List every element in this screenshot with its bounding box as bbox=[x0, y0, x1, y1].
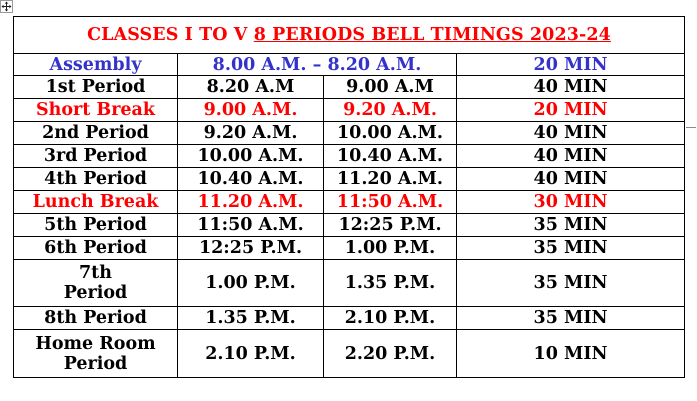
period-label: 3rd Period bbox=[14, 145, 178, 168]
period-duration: 35 MIN bbox=[457, 214, 685, 237]
title-underlined: 8 PERIODS BELL TIMINGS 2023-24 bbox=[253, 25, 611, 45]
period-duration: 40 MIN bbox=[457, 145, 685, 168]
period-end: 1.35 P.M. bbox=[324, 260, 457, 307]
period-duration: 20 MIN bbox=[457, 54, 685, 76]
table-title bbox=[14, 17, 685, 54]
period-label: 6th Period bbox=[14, 237, 178, 260]
period-start: 9.00 A.M. bbox=[178, 99, 324, 122]
period-duration: 40 MIN bbox=[457, 122, 685, 145]
period-duration: 10 MIN bbox=[457, 330, 685, 378]
period-label: Short Break bbox=[14, 99, 178, 122]
period-end: 11.20 A.M. bbox=[324, 168, 457, 191]
period-label: Assembly bbox=[14, 54, 178, 76]
period-start: 10.00 A.M. bbox=[178, 145, 324, 168]
period-duration: 40 MIN bbox=[457, 168, 685, 191]
period-end: 10.40 A.M. bbox=[324, 145, 457, 168]
period-end: 2.20 P.M. bbox=[324, 330, 457, 378]
period-end: 2.10 P.M. bbox=[324, 307, 457, 330]
period-end: 11:50 A.M. bbox=[324, 191, 457, 214]
table-row bbox=[14, 330, 685, 378]
title-prefix: CLASSES I TO V bbox=[87, 25, 254, 45]
period-end: 9.20 A.M. bbox=[324, 99, 457, 122]
period-end: 10.00 A.M. bbox=[324, 122, 457, 145]
table-move-handle[interactable] bbox=[0, 0, 13, 13]
table-row bbox=[14, 307, 685, 330]
period-start: 11.20 A.M. bbox=[178, 191, 324, 214]
table-row-lunch-break bbox=[14, 191, 685, 214]
period-time-range: 8.00 A.M. – 8.20 A.M. bbox=[178, 54, 457, 76]
table-row bbox=[14, 237, 685, 260]
period-end: 1.00 P.M. bbox=[324, 237, 457, 260]
period-label: Home Room Period bbox=[14, 330, 178, 378]
table-row bbox=[14, 214, 685, 237]
period-end: 12:25 P.M. bbox=[324, 214, 457, 237]
title-row bbox=[14, 17, 685, 54]
period-start: 8.20 A.M bbox=[178, 76, 324, 99]
four-way-move-icon bbox=[1, 1, 12, 12]
period-label: 4th Period bbox=[14, 168, 178, 191]
period-start: 1.00 P.M. bbox=[178, 260, 324, 307]
period-start: 10.40 A.M. bbox=[178, 168, 324, 191]
table-row bbox=[14, 168, 685, 191]
period-label: 7th Period bbox=[14, 260, 178, 307]
period-duration: 40 MIN bbox=[457, 76, 685, 99]
period-duration: 35 MIN bbox=[457, 307, 685, 330]
period-start: 11:50 A.M. bbox=[178, 214, 324, 237]
table-row-assembly bbox=[14, 54, 685, 76]
table-row bbox=[14, 260, 685, 307]
period-duration: 35 MIN bbox=[457, 260, 685, 307]
table-row-short-break bbox=[14, 99, 685, 122]
period-start: 1.35 P.M. bbox=[178, 307, 324, 330]
period-duration: 30 MIN bbox=[457, 191, 685, 214]
period-start: 12:25 P.M. bbox=[178, 237, 324, 260]
period-label: 2nd Period bbox=[14, 122, 178, 145]
period-label: 5th Period bbox=[14, 214, 178, 237]
period-duration: 35 MIN bbox=[457, 237, 685, 260]
period-start: 9.20 A.M. bbox=[178, 122, 324, 145]
period-label: Lunch Break bbox=[14, 191, 178, 214]
period-duration: 20 MIN bbox=[457, 99, 685, 122]
page-edge-mark bbox=[686, 127, 696, 128]
table-row bbox=[14, 76, 685, 99]
period-end: 9.00 A.M bbox=[324, 76, 457, 99]
period-label: 1st Period bbox=[14, 76, 178, 99]
period-label: 8th Period bbox=[14, 307, 178, 330]
period-start: 2.10 P.M. bbox=[178, 330, 324, 378]
table-row bbox=[14, 145, 685, 168]
bell-timings-table bbox=[13, 16, 685, 378]
table-row bbox=[14, 122, 685, 145]
